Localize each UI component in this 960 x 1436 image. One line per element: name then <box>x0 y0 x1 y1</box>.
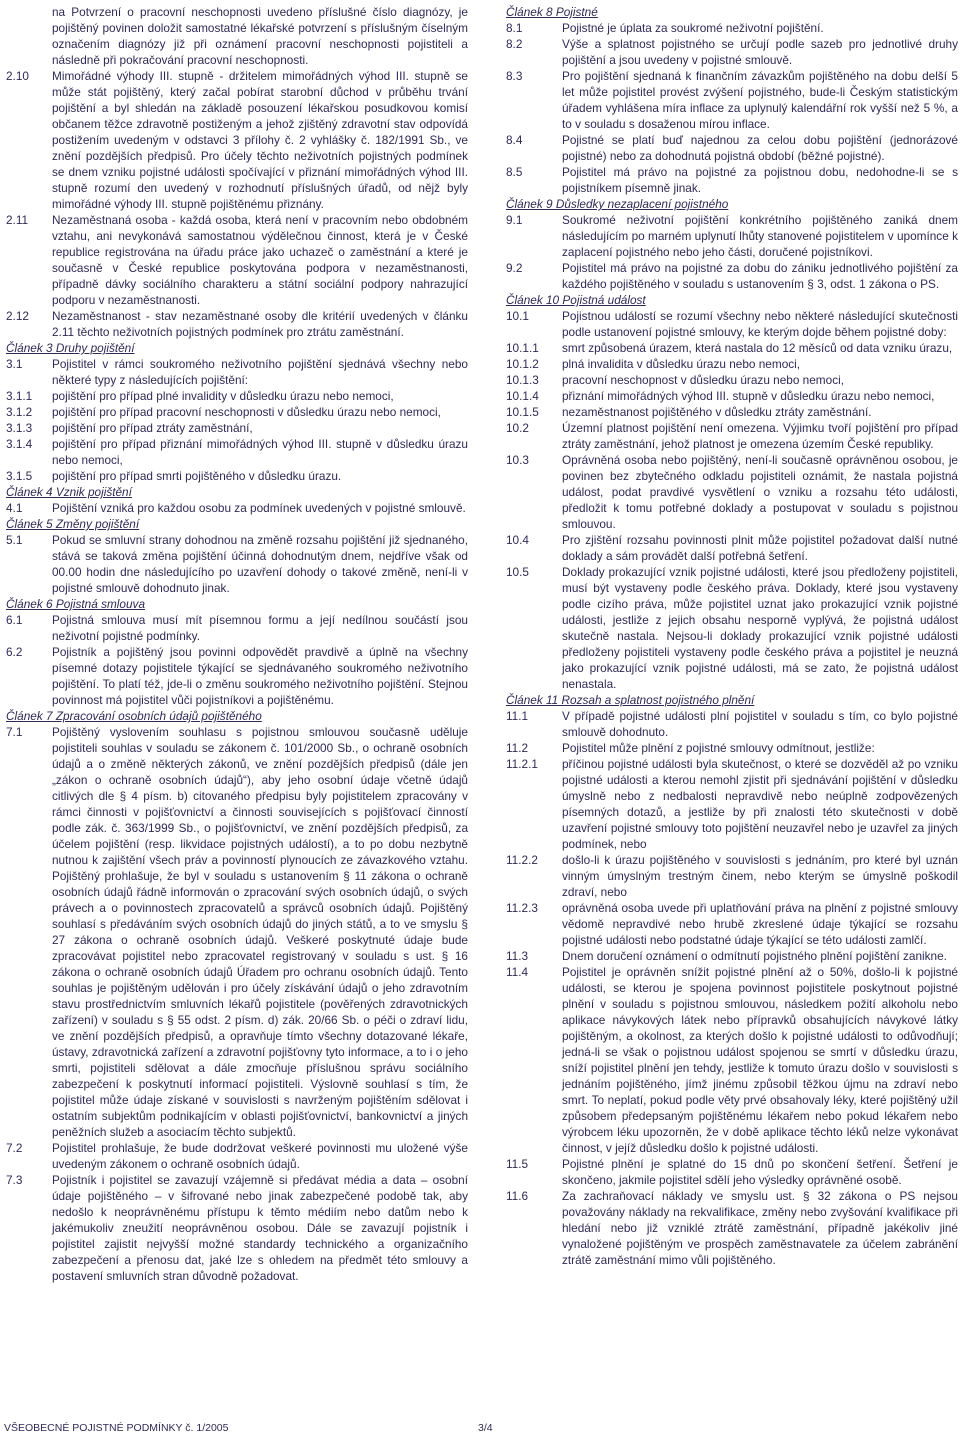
article-10-heading: Článek 10 Pojistná událost <box>506 293 646 307</box>
clause-text: Výše a splatnost pojistného se určují podle sazeb pro jednotlivé druhy pojištění a jsou uvedeny v pojistné smlouvě. <box>562 37 958 67</box>
clause-number: 8.1 <box>506 21 523 35</box>
clause-item <box>506 532 958 564</box>
clause-item <box>6 612 468 644</box>
clause-number: 3.1.4 <box>6 437 33 451</box>
clause-number: 9.2 <box>506 261 523 275</box>
clause-item <box>506 948 958 964</box>
clause-item <box>506 1188 958 1268</box>
clause-text: Pojistitel v rámci soukromého neživotního pojištění sjednává všechny nebo některé typy z následujících pojištění: <box>52 357 468 387</box>
clause-number: 3.1.1 <box>6 389 33 403</box>
clause-item <box>6 212 468 308</box>
clause-text: přiznání mimořádných výhod III. stupně v důsledku úrazu nebo nemoci, <box>562 389 935 403</box>
clause-text: Dnem doručení oznámení o odmítnutí pojistného plnění pojištění zanikne. <box>562 949 947 963</box>
clause-text: Pojistitel může plnění z pojistné smlouvy odmítnout, jestliže: <box>562 741 875 755</box>
clause-text: pojištění pro případ plné invalidity v důsledku úrazu nebo nemoci, <box>52 389 394 403</box>
clause-text: Pojistné plnění je splatné do 15 dnů po skončení šetření. Šetření je skončeno, jakmile pojistitel sdělí jeho výsledky oprávněné osobě. <box>562 1157 958 1187</box>
clause-number: 11.2.1 <box>506 757 538 771</box>
clause-number: 8.2 <box>506 37 523 51</box>
clause-text: Mimořádné výhody III. stupně - držitelem mimořádných výhod III. stupně se může stát pojištěný, který začal pobírat starobní důchod v průběhu trvání pojištění a byl shledán na základě posouzení lékařskou posudkovou komisí občanem těžce zdravotně postiženým a jehož zjištěný zdravotní stav odpovídá postižením uvedeným v odstavci 3 přílohy č. 2 vyhlášky č. 182/1991 Sb., ve znění pozdějších předpisů. Pro účely těchto neživotních pojistných podmínek se dnem vzniku pojistné události spočívající v přiznání mimořádných výhod III. stupně rozumí den uvedený v rozhodnutí příslušných úřadů, od nějž byly mimořádné výhody III. stupně pojištěnému přiznány. <box>52 69 468 211</box>
clause-item <box>6 1140 468 1172</box>
clause-number: 10.4 <box>506 533 529 547</box>
clause-item <box>506 756 958 852</box>
clause-text: Pojistnou událostí se rozumí všechny nebo některé následující skutečnosti podle ustanovení pojistné smlouvy, ke kterým dojde během pojistné doby: <box>562 309 958 339</box>
clause-item <box>6 388 468 404</box>
clause-number: 3.1.2 <box>6 405 33 419</box>
clause-text: pojištění pro případ přiznání mimořádných výhod III. stupně v důsledku úrazu nebo nemoci, <box>52 437 468 467</box>
right-column <box>506 4 958 1268</box>
clause-item <box>506 964 958 1156</box>
clause-item <box>506 900 958 948</box>
clause-text: pojištění pro případ ztráty zaměstnání, <box>52 421 253 435</box>
clause-number: 5.1 <box>6 533 23 547</box>
clause-text: došlo-li k úrazu pojištěného v souvislosti s jednáním, pro které byl uznán vinným úmyslným trestným činem, nebo kterým se úmyslně poškodil zdraví, nebo <box>562 853 958 899</box>
clause-text: Pojistné se platí buď najednou za celou dobu pojištění (jednorázové pojistné) nebo za dohodnutá pojistná období (běžné pojistné). <box>562 133 958 163</box>
clause-text: Pro zjištění rozsahu povinnosti plnit může pojistitel požadovat další nutné doklady a sám provádět další potřebná šetření. <box>562 533 958 563</box>
clause-item <box>6 404 468 420</box>
article-9-items <box>506 212 958 292</box>
article-8-items <box>506 20 958 196</box>
clause-number: 10.1.3 <box>506 373 539 387</box>
clause-item <box>506 164 958 196</box>
clause-item <box>6 644 468 708</box>
clause-item <box>506 420 958 452</box>
clause-number: 3.1.3 <box>6 421 33 435</box>
clause-text: Pokud se smluvní strany dohodnou na změně rozsahu pojištění již sjednaného, stává se taková změna pojištění účinná dohodnutým dnem, nejdříve však od 00.00 hodin dne následujícího po uzavření dohody o takové změně, není-li v pojistné smlouvě dohodnuto jinak. <box>52 533 468 595</box>
clause-item <box>506 404 958 420</box>
article-11-heading: Článek 11 Rozsah a splatnost pojistného plnění <box>506 693 755 707</box>
clause-item <box>506 388 958 404</box>
page-number: 3/4 <box>478 1422 493 1434</box>
article-7-items <box>6 724 468 1284</box>
clause-item <box>506 68 958 132</box>
clause-text: pojištění pro případ pracovní neschopnosti v důsledku úrazu nebo nemoci, <box>52 405 441 419</box>
clause-item <box>6 308 468 340</box>
clause-number: 2.10 <box>6 69 29 83</box>
clause-item <box>506 212 958 260</box>
clause-item <box>506 1156 958 1188</box>
clause-text: V případě pojistné události plní pojistitel v souladu s tím, co bylo pojistné smlouvě dohodnuto. <box>562 709 958 739</box>
clause-item <box>506 20 958 36</box>
section-2-items <box>6 68 468 340</box>
clause-item <box>506 372 958 388</box>
clause-item <box>6 420 468 436</box>
clause-text: Územní platnost pojištění není omezena. Výjimku tvoří pojištění pro případ ztráty zaměstnání, jehož platnost je omezena územím České republiky. <box>562 421 958 451</box>
clause-number: 10.1 <box>506 309 529 323</box>
clause-item <box>506 36 958 68</box>
clause-text: Pojistitel je oprávněn snížit pojistné plnění až o 50%, došlo-li k pojistné události, se kterou je spojena povinnost pojistitele poskytnout pojistné plnění v souladu s pojistnou smlouvou, následkem požití alkoholu nebo aplikace návykových látek nebo přípravků obsahujících návykové látky pojištěným, a okolnost, za kterých došlo k pojistné události to odůvodňují; jedná-li se však o pojistnou událost spojenou se smrtí v důsledku úrazu, sníží pojistitel plnění jen tehdy, jestliže k tomuto úrazu došlo v souvislosti s jednáním pojištěného, jímž jinému způsobil těžkou újmu na zdraví nebo smrt. To neplatí, pokud podle věty prvé obsahovaly léky, které pojištěný užil způsobem předepsaným pojištěnému lékařem nebo pokud lékařem nebo výrobcem léku upozorněn, že v době aplikace těchto léků nelze vykonávat činnost, v jejíž důsledku došlo k pojistné události. <box>562 965 958 1155</box>
clause-number: 11.3 <box>506 949 529 963</box>
clause-number: 8.4 <box>506 133 523 147</box>
clause-text: pracovní neschopnost v důsledku úrazu nebo nemoci, <box>562 373 844 387</box>
clause-number: 11.2.2 <box>506 853 538 867</box>
clause-text: Pojistník a pojištěný jsou povinni odpovědět pravdivě a úplně na všechny písemné dotazy pojistitele týkající se sjednávaného soukromého neživotního pojištění. To platí též, jde-li o změnu soukromého neživotního pojištění. Stejnou povinnost má pojistitel vůči pojistníkovi a pojištěnému. <box>52 645 468 707</box>
clause-number: 4.1 <box>6 501 23 515</box>
clause-number: 10.5 <box>506 565 529 579</box>
clause-text: Doklady prokazující vznik pojistné události, které jsou předloženy pojistiteli, musí být vystaveny podle českého práva. Doklady, které jsou vystaveny podle cizího práva, může pojistitel uznat jako prokazující vznik pojistné události, jestliže z jejich obsahu nesporně vyplývá, že pojistná událost skutečně nastala. Nejsou-li doklady prokazující vznik pojistné události předloženy pojistiteli vystaveny podle českého práva a pojistitel je neuzná jako prokazující vznik pojistné události, má se zato, že pojistná událost nenastala. <box>562 565 958 691</box>
clause-item <box>506 260 958 292</box>
clause-text: Pojistitel má právo na pojistné za dobu do zániku jednotlivého pojištění za každého pojištěného v souladu s ustanovením § 3, odst. 1 zákona o PS. <box>562 261 958 291</box>
clause-number: 11.6 <box>506 1189 529 1203</box>
clause-number: 9.1 <box>506 213 523 227</box>
clause-item <box>506 340 958 356</box>
clause-text: oprávněná osoba uvede při uplatňování práva na plnění z pojistné smlouvy vědomě nepravdivé nebo hrubě zkreslené údaje týkající se rozsahu pojistné události nebo podstatné údaje týkající se této události zamlčí. <box>562 901 958 947</box>
article-9-heading: Článek 9 Důsledky nezaplacení pojistného <box>506 197 729 211</box>
article-5-heading: Článek 5 Změny pojištění <box>6 517 140 531</box>
clause-text: Soukromé neživotní pojištění konkrétního pojištěného zaniká dnem následujícím po marném uplynutí lhůty stanovené pojistitelem v upomínce k zaplacení pojistného nebo jeho části, doručené pojistníkovi. <box>562 213 958 259</box>
clause-number: 3.1 <box>6 357 23 371</box>
clause-number: 10.3 <box>506 453 529 467</box>
article-4-heading: Článek 4 Vznik pojištění <box>6 485 132 499</box>
clause-text: Oprávněná osoba nebo pojištěný, není-li současně oprávněnou osobou, je povinen bez zbytečného odkladu pojistiteli oznámit, že nastala pojistná událost, podat pravdivé vysvětlení o vzniku a rozsahu této události, předložit k tomu potřebné doklady a postupovat v souladu s pojistnou smlouvou. <box>562 453 958 531</box>
clause-text: Pojistitel prohlašuje, že bude dodržovat veškeré povinnosti mu uložené výše uvedeným zákonem o ochraně osobních údajů. <box>52 1141 468 1171</box>
clause-number: 11.2 <box>506 741 529 755</box>
clause-text: nezaměstnanost pojištěného v důsledku ztráty zaměstnání. <box>562 405 872 419</box>
clause-number: 10.1.1 <box>506 341 539 355</box>
clause-number: 10.1.4 <box>506 389 539 403</box>
clause-number: 8.5 <box>506 165 523 179</box>
clause-text: Nezaměstnanost - stav nezaměstnané osoby dle kritérií uvedených v článku 2.11 těchto neživotních pojistných podmínek pro ztrátu zaměstnání. <box>52 309 468 339</box>
clause-text: Pojistné je úplata za soukromé neživotní pojištění. <box>562 21 824 35</box>
clause-text: Pro pojištění sjednaná k finančním závazkům pojištěného na dobu delší 5 let může pojistitel provést zvýšení pojistného, bude-li Českým statistickým úřadem vyhlášena míra inflace za uplynulý kalendářní rok vyšší než 5 %, a to v souladu s dosaženou mírou inflace. <box>562 69 958 131</box>
article-3-items <box>6 356 468 484</box>
clause-number: 7.3 <box>6 1173 23 1187</box>
clause-number: 6.2 <box>6 645 23 659</box>
clause-text: Pojistitel má právo na pojistné za pojistnou dobu, nedohodne-li se s pojistníkem písemně jinak. <box>562 165 958 195</box>
clause-item <box>506 308 958 340</box>
clause-item <box>6 468 468 484</box>
clause-item <box>506 564 958 692</box>
clause-text: smrt způsobená úrazem, která nastala do 12 měsíců od data vzniku úrazu, <box>562 341 953 355</box>
clause-item <box>506 356 958 372</box>
clause-number: 11.5 <box>506 1157 529 1171</box>
clause-number: 8.3 <box>506 69 523 83</box>
clause-text: Za zachraňovací náklady ve smyslu ust. § 32 zákona o PS nejsou považovány náklady na rekvalifikace, změny nebo zvyšování kvalifikace při hledání nebo již vzniklé ztrátě zaměstnání, případně jakékoliv jiné vynaložené pojištěným ve prospěch zaměstnavatele za účelem zabránění ztrátě zaměstnání mimo vůli pojištěného. <box>562 1189 958 1267</box>
clause-number: 11.4 <box>506 965 529 979</box>
clause-number: 11.1 <box>506 709 529 723</box>
clause-item <box>6 532 468 596</box>
intro-paragraph: na Potvrzení o pracovní neschopnosti uvedeno příslušné číslo diagnózy, je pojištěný povinen doložit samostatné lékařské potvrzení s příslušným číselným označením diagnózy již při oznámení pracovní neschopnosti pojistiteli a následně při pokračování pracovní neschopnosti. <box>52 5 468 67</box>
clause-text: pojištění pro případ smrti pojištěného v důsledku úrazu. <box>52 469 342 483</box>
clause-item <box>6 356 468 388</box>
clause-item <box>506 132 958 164</box>
article-4-items <box>6 500 468 516</box>
clause-item <box>6 500 468 516</box>
clause-text: Pojištěný vyslovením souhlasu s pojistnou smlouvou současně uděluje pojistiteli souhlas v souladu se zákonem č. 101/2000 Sb., o ochraně osobních údajů a o změně některých zákonů, ve znění pozdějších předpisů (dále jen „zákon o ochraně osobních údajů“), aby jeho osobní údaje včetně údajů citlivých dle § 4 písm. b) citovaného předpisu byly pojistitelem zpracovány v rámci činnosti v pojišťovnictví a činnosti souvisejících s pojišťovací činností podle zák. č. 363/1999 Sb., o pojišťovnictví, ve znění pozdějších předpisů, za účelem pojištění (resp. likvidace pojistných událostí), a to po dobu nezbytně nutnou k zajištění všech práv a povinností plynoucích ze závazkového vztahu. Pojištěný prohlašuje, že byl v souladu s ustanovením § 11 zákona o ochraně osobních údajů řádně informován o zpracování svých osobních údajů, o svých právech a o povinnostech zpracovatelů a správců osobních údajů. Pojištěný souhlasí s předáváním svých osobních údajů do jiných států, a to ve smyslu § 27 zákona o ochraně osobních údajů. Veškeré poskytnuté údaje bude zpracovávat pojistitel nebo zpracovatel registrovaný v souladu s ust. § 16 zákona o ochraně osobních údajů Úřadem pro ochranu osobních údajů. Tento souhlas je pojištěným udělován i pro účely získávání údajů o jeho zdravotním stavu prostřednictvím smluvních lékařů pojistitele (pověřených zdravotnických zařízení) v souladu s § 55 odst. 2 písm. d) zák. 20/66 Sb. o péči o zdraví lidu, ve znění pozdějších předpisů, a opravňuje tímto všechny dotazované lékaře, ústavy, zdravotnická zařízení a zdravotní pojišťovny tyto informace, a to i o jeho smrti, pojistiteli sdělovat a dále zmocňuje příslušnou správu sociálního zabezpečení k poskytnutí informací pojistiteli. Výslovně souhlasí s tím, že pojistitel může údaje získané v souvislosti s navrženým pojištěním sdělovat i ostatním subjektům podnikajícím v oblasti pojišťovnictví, bankovnictví a jiných peněžních služeb a asociacím těchto subjektů. <box>52 725 468 1139</box>
clause-number: 2.11 <box>6 213 29 227</box>
clause-text: Pojištění vzniká pro každou osobu za podmínek uvedených v pojistné smlouvě. <box>52 501 466 515</box>
article-5-items <box>6 532 468 596</box>
left-column <box>6 4 468 1284</box>
article-6-heading: Článek 6 Pojistná smlouva <box>6 597 146 611</box>
clause-item <box>506 852 958 900</box>
clause-item <box>6 68 468 212</box>
article-11-items <box>506 708 958 1268</box>
clause-text: Nezaměstnaná osoba - každá osoba, která není v pracovním nebo obdobném vztahu, ani nevykonává samostatnou výdělečnou činnost, která je v České republice registrována na úřadu práce jako uchazeč o zaměstnání a které je současně v České republice poskytována podpora v nezaměstnanosti, případně dávky sociálního charakteru a státní sociální podpory nahrazující podporu v nezaměstnanosti. <box>52 213 468 307</box>
clause-number: 11.2.3 <box>506 901 538 915</box>
article-8-heading: Článek 8 Pojistné <box>506 5 598 19</box>
clause-number: 10.1.5 <box>506 405 539 419</box>
clause-item <box>6 724 468 1140</box>
clause-item <box>6 1172 468 1284</box>
clause-item <box>6 436 468 468</box>
clause-item <box>506 708 958 740</box>
article-3-heading: Článek 3 Druhy pojištění <box>6 341 135 355</box>
clause-number: 7.2 <box>6 1141 23 1155</box>
article-7-heading: Článek 7 Zpracování osobních údajů pojištěného <box>6 709 262 723</box>
clause-number: 10.2 <box>506 421 529 435</box>
clause-text: příčinou pojistné události byla skutečnost, o které se dozvěděl až po vzniku pojistné události a kterou nemohl zjistit při sjednávání pojištění v důsledku úmyslně nebo z nedbalosti nepravdivě nebo neúplně zodpovězených písemných dotazů, a jestliže by při znalosti této skutečnosti v době uzavření pojistné smlouvy toto pojištění neuzavřel nebo je uzavřel za jiných podmínek, nebo <box>562 757 958 851</box>
clause-item <box>506 740 958 756</box>
clause-text: plná invalidita v důsledku úrazu nebo nemoci, <box>562 357 801 371</box>
article-6-items <box>6 612 468 708</box>
footer-title: VŠEOBECNÉ POJISTNÉ PODMÍNKY č. 1/2005 <box>4 1422 229 1434</box>
clause-number: 6.1 <box>6 613 23 627</box>
clause-number: 7.1 <box>6 725 23 739</box>
clause-item <box>506 452 958 532</box>
clause-number: 2.12 <box>6 309 29 323</box>
clause-text: Pojistník i pojistitel se zavazují vzájemně si předávat média a data – osobní údaje pojištěného – v šifrované nebo jinak zabezpečené podobě tak, aby nedošlo k neoprávněnému přístupu k těmto médiím nebo datům nebo k jakémukoliv zneužití neoprávněnou osobou. Dále se zavazují pojistník i pojistitel zajistit nejvyšší možné standardy technického a organizačního zabezpečení a přenosu dat, jaké lze s ohledem na předmět této smlouvy a postavení smluvních stran důvodně požadovat. <box>52 1173 468 1283</box>
article-10-items <box>506 308 958 692</box>
clause-number: 3.1.5 <box>6 469 33 483</box>
clause-text: Pojistná smlouva musí mít písemnou formu a její nedílnou součástí jsou neživotní pojistné podmínky. <box>52 613 468 643</box>
clause-number: 10.1.2 <box>506 357 539 371</box>
